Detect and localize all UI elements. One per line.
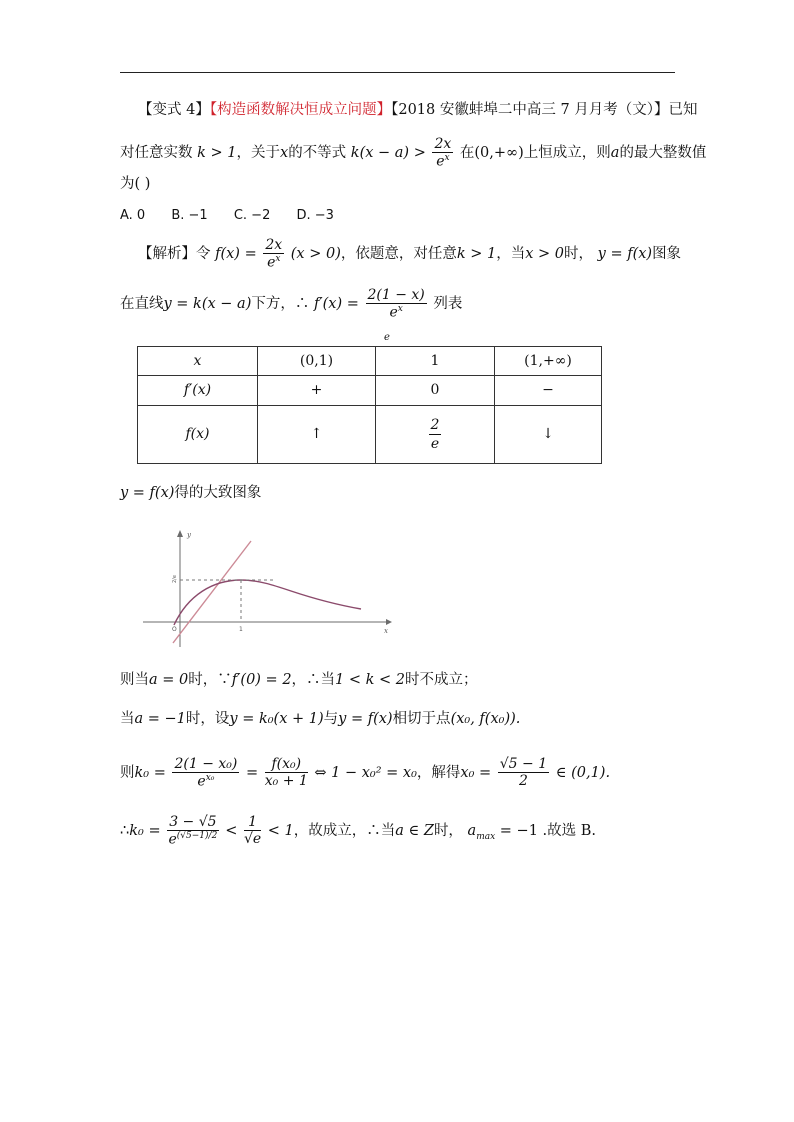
solution-line-1: 则当a = 0时，∵f′(0) = 2，∴当1 < k < 2时不成立； <box>120 672 478 688</box>
fraction-x0: $\frac{√5 - 1}{2}$ <box>499 756 548 790</box>
fraction-k0-b: $\frac{\text{f(x₀)}}{\text{x₀ + 1}}$ <box>264 756 308 790</box>
graph-caption: y = f(x)得的大致图象 <box>120 485 262 501</box>
topic-tag: 【构造函数解决恒成立问题】 <box>209 102 392 118</box>
option-b: B. −1 <box>171 208 208 223</box>
fraction-k0-value: $\frac{3 - √5}{e^{(√5-1)/2}}$ <box>168 814 218 848</box>
question-line-3: 为( ) <box>120 176 151 192</box>
fraction-2x-over-ex: $\frac{2x}{e^x}$ <box>434 136 452 170</box>
question-line-1 <box>138 103 698 118</box>
stray-e: e <box>384 332 390 343</box>
table-row: f(x) ↑ $\frac{2}{e}$ ↓ <box>138 405 602 464</box>
variation-table <box>137 346 602 464</box>
source-tag: 【2018 安徽蚌埠二中高三 7 月月考（文）】已知 <box>391 102 698 118</box>
option-a: A. 0 <box>120 208 146 223</box>
y-axis-label: y <box>187 531 191 539</box>
fraction-k0-a: $\frac{\text{2(1 − x₀)}}{e^{x_0}}$ <box>174 756 238 790</box>
solution-line-4: ∴k₀ = $\frac{3 - √5}{e^{(√5-1)/2}}$ < $\frac{1}{√e}$ < 1，故成立，∴当a ∈ Z时， $a_{max} = -1$ .故选 B. <box>120 814 597 848</box>
fraction-f: $\frac{2x}{e^x}$ <box>265 237 283 271</box>
fraction-1-over-sqrt-e: $\frac{1}{√e}$ <box>243 814 262 848</box>
origin-label: O <box>172 626 177 633</box>
y-axis-arrow <box>177 530 183 537</box>
curve-fx <box>174 580 361 625</box>
tick-x-1: 1 <box>239 626 243 633</box>
option-c: C. −2 <box>233 208 271 223</box>
option-d: D. −3 <box>296 208 334 223</box>
x-axis-label: x <box>384 627 388 635</box>
tick-y-max: 2/e <box>172 575 178 583</box>
x-axis-arrow <box>386 619 392 625</box>
up-arrow: ↑ <box>258 405 376 464</box>
function-graph <box>143 525 393 650</box>
answer-options <box>120 209 356 222</box>
header-rule <box>120 72 675 73</box>
analysis-line-2: 在直线y = k(x − a)下方，∴ f′(x) = $\frac{2(1 - x)}{e^x}$ 列表 <box>120 287 463 321</box>
variant-tag: 【变式 4】 <box>138 102 210 118</box>
table-row: x (0,1) 1 (1,+∞) <box>138 347 602 376</box>
solution-line-2: 当a = −1时，设y = k₀(x + 1)与y = f(x)相切于点(x₀, f(x₀)). <box>120 711 521 727</box>
max-value-fraction: $\frac{2}{e}$ <box>430 416 440 452</box>
question-line-2: 对任意实数 k > 1，关于x的不等式 k(x − a) > $\frac{2x}{e^x}$ 在(0,+∞)上恒成立，则a的最大整数值 <box>120 136 707 170</box>
table-row: f′(x) + 0 − <box>138 376 602 405</box>
fraction-fprime: $\frac{2(1 - x)}{e^x}$ <box>367 287 425 321</box>
down-arrow: ↓ <box>495 405 602 464</box>
analysis-line-1: 【解析】令 f(x) = $\frac{2x}{e^x}$ (x > 0)，依题意，对任意k > 1，当x > 0时， y = f(x)图象 <box>138 237 682 271</box>
solution-line-3: 则k₀ = $\frac{\text{2(1 − x₀)}}{e^{x_0}}$ = $\frac{\text{f(x₀)}}{\text{x₀ + 1}}$ ⇔ 1 − x₀² = x₀，解得x₀ = $\frac{√5 - 1}{2}$ ∈ (0,1). <box>120 756 611 790</box>
